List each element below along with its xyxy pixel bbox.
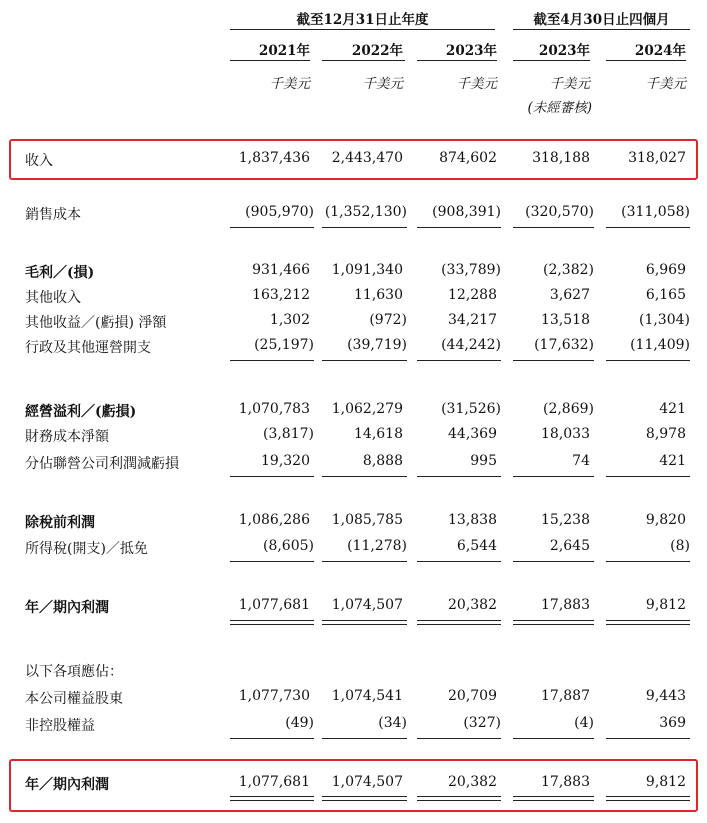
cell-profit-2023-4m: 17,883	[541, 597, 590, 613]
row-label-other-gains: 其他收益／(虧損) 淨額	[25, 315, 167, 331]
cell-op-2023-4m: (2,869)	[542, 401, 594, 417]
rule-admin-2021	[230, 360, 314, 361]
cell-profit2-2021: 1,077,681	[238, 774, 310, 790]
cell-nci-2022: (34)	[378, 715, 407, 731]
rule-tax-2024-4m	[606, 561, 690, 562]
cell-oi-2024-4m: 6,165	[645, 287, 686, 303]
cell-nci-2021: (49)	[285, 715, 314, 731]
rule-cost-2024-4m	[606, 227, 690, 228]
cell-gross-2022: 1,091,340	[331, 262, 403, 278]
rule-nci-2022	[322, 738, 407, 739]
cell-oi-2023-4m: 3,627	[549, 287, 590, 303]
cell-tax-2023: 6,544	[456, 538, 497, 554]
rule-nci-2024-4m	[606, 738, 690, 739]
cell-admin-2023: (44,242)	[441, 337, 501, 353]
row-label-gross: 毛利／(損)	[25, 265, 95, 281]
rule-assoc-2023-4m	[513, 476, 594, 477]
row-label-pretax: 除稅前利潤	[25, 515, 95, 531]
cell-gross-2023: (33,789)	[441, 262, 501, 278]
year-2023: 2023年	[445, 43, 497, 59]
cell-fin-2023: 44,369	[448, 426, 497, 442]
header-rule-full-year	[230, 29, 495, 30]
year-2021: 2021年	[258, 43, 310, 59]
row-label-tax: 所得稅(開支)／抵免	[25, 541, 148, 557]
year-rule-2022	[322, 60, 405, 61]
cell-og-2022: (972)	[369, 312, 407, 328]
cell-assoc-2024-4m: 421	[659, 453, 686, 469]
year-rule-2023	[417, 60, 497, 61]
cell-fin-2023-4m: 18,033	[541, 426, 590, 442]
cell-owners-2024-4m: 9,443	[645, 688, 686, 704]
row-label-operating: 經營溢利／(虧損)	[25, 404, 137, 420]
header-group-four-months: 截至4月30日止四個月	[533, 12, 670, 28]
unit-2021: 千美元	[269, 76, 310, 92]
cell-pretax-2022: 1,085,785	[331, 512, 403, 528]
cell-profit2-2023: 20,382	[448, 774, 497, 790]
double-rule-profit2-2023	[417, 796, 501, 801]
cell-profit-2022: 1,074,507	[331, 597, 403, 613]
cell-owners-2023-4m: 17,887	[541, 688, 590, 704]
cell-op-2022: 1,062,279	[331, 401, 403, 417]
rule-tax-2021	[230, 561, 314, 562]
header-rule-four-months	[513, 29, 690, 30]
row-label-other-income: 其他收入	[25, 290, 81, 306]
cell-nci-2024-4m: 369	[659, 715, 686, 731]
cell-admin-2024-4m: (11,409)	[630, 337, 690, 353]
cell-og-2023-4m: 13,518	[541, 312, 590, 328]
double-rule-profit2-2022	[322, 796, 407, 801]
double-rule-profit-2022	[322, 620, 407, 625]
double-rule-profit2-2023-4m	[513, 796, 594, 801]
double-rule-profit2-2024-4m	[606, 796, 690, 801]
cell-cost-2023-4m: (320,570)	[525, 204, 594, 220]
row-label-nci: 非控股權益	[25, 718, 95, 734]
cell-fin-2021: (3,817)	[262, 426, 314, 442]
year-2023-4m: 2023年	[538, 43, 590, 59]
cell-oi-2021: 163,212	[252, 287, 310, 303]
cell-revenue-2024-4m: 318,027	[628, 150, 686, 166]
cell-profit-2024-4m: 9,812	[645, 597, 686, 613]
year-rule-2021	[230, 60, 310, 61]
cell-gross-2024-4m: 6,969	[645, 262, 686, 278]
rule-admin-2023-4m	[513, 360, 594, 361]
cell-pretax-2023-4m: 15,238	[541, 512, 590, 528]
unaudited-note: (未經審核)	[527, 100, 592, 116]
double-rule-profit-2023	[417, 620, 501, 625]
cell-op-2023: (31,526)	[441, 401, 501, 417]
cell-assoc-2022: 8,888	[362, 453, 403, 469]
cell-admin-2023-4m: (17,632)	[534, 337, 594, 353]
double-rule-profit-2024-4m	[606, 620, 690, 625]
cell-tax-2021: (8,605)	[262, 538, 314, 554]
cell-nci-2023: (327)	[463, 715, 501, 731]
cell-cost-2021: (905,970)	[245, 204, 314, 220]
cell-revenue-2023-4m: 318,188	[532, 150, 590, 166]
rule-cost-2022	[322, 227, 407, 228]
cell-admin-2021: (25,197)	[254, 337, 314, 353]
rule-nci-2021	[230, 738, 314, 739]
rule-assoc-2024-4m	[606, 476, 690, 477]
cell-op-2024-4m: 421	[659, 401, 686, 417]
rule-admin-2024-4m	[606, 360, 690, 361]
unit-2024-4m: 千美元	[645, 76, 686, 92]
cell-tax-2022: (11,278)	[347, 538, 407, 554]
rule-nci-2023-4m	[513, 738, 594, 739]
year-rule-2024-4m	[606, 60, 686, 61]
cell-profit-2021: 1,077,681	[238, 597, 310, 613]
cell-owners-2022: 1,074,541	[331, 688, 403, 704]
cell-owners-2023: 20,709	[448, 688, 497, 704]
cell-pretax-2024-4m: 9,820	[645, 512, 686, 528]
double-rule-profit-2021	[230, 620, 314, 625]
cell-admin-2022: (39,719)	[347, 337, 407, 353]
cell-cost-2022: (1,352,130)	[324, 204, 407, 220]
row-label-finance: 財務成本淨額	[25, 429, 109, 445]
cell-og-2024-4m: (1,304)	[638, 312, 690, 328]
cell-og-2021: 1,302	[269, 312, 310, 328]
rule-admin-2022	[322, 360, 407, 361]
cell-fin-2022: 14,618	[354, 426, 403, 442]
row-label-admin: 行政及其他運營開支	[25, 340, 151, 356]
rule-cost-2023	[417, 227, 501, 228]
row-label-associates: 分佔聯營公司利潤減虧損	[25, 456, 179, 472]
cell-pretax-2023: 13,838	[448, 512, 497, 528]
cell-tax-2024-4m: (8)	[670, 538, 690, 554]
cell-og-2023: 34,217	[448, 312, 497, 328]
cell-assoc-2023: 995	[470, 453, 497, 469]
rule-tax-2023	[417, 561, 501, 562]
cell-assoc-2021: 19,320	[261, 453, 310, 469]
cell-gross-2023-4m: (2,382)	[542, 262, 594, 278]
unit-2023: 千美元	[456, 76, 497, 92]
year-2022: 2022年	[351, 43, 403, 59]
header-group-full-year: 截至12月31日止年度	[296, 12, 429, 28]
cell-revenue-2023: 874,602	[439, 150, 497, 166]
rule-cost-2023-4m	[513, 227, 594, 228]
cell-pretax-2021: 1,086,286	[238, 512, 310, 528]
cell-nci-2023-4m: (4)	[574, 715, 594, 731]
rule-tax-2023-4m	[513, 561, 594, 562]
cell-revenue-2021: 1,837,436	[238, 150, 310, 166]
row-label-profit-total: 年／期內利潤	[25, 777, 109, 793]
cell-fin-2024-4m: 8,978	[645, 426, 686, 442]
rule-tax-2022	[322, 561, 407, 562]
unit-2023-4m: 千美元	[549, 76, 590, 92]
cell-profit2-2022: 1,074,507	[331, 774, 403, 790]
cell-assoc-2023-4m: 74	[572, 453, 590, 469]
rule-admin-2023	[417, 360, 501, 361]
cell-tax-2023-4m: 2,645	[549, 538, 590, 554]
row-label-attributable: 以下各項應佔：	[25, 664, 123, 680]
rule-cost-2021	[230, 227, 314, 228]
rule-assoc-2022	[322, 476, 407, 477]
cell-op-2021: 1,070,783	[238, 401, 310, 417]
rule-assoc-2023	[417, 476, 501, 477]
row-label-revenue: 收入	[25, 153, 53, 169]
row-label-profit: 年／期內利潤	[25, 600, 109, 616]
row-label-cost-of-sales: 銷售成本	[25, 207, 81, 223]
unit-2022: 千美元	[362, 76, 403, 92]
cell-cost-2024-4m: (311,058)	[621, 204, 690, 220]
cell-oi-2023: 12,288	[448, 287, 497, 303]
cell-profit2-2023-4m: 17,883	[541, 774, 590, 790]
year-rule-2023-4m	[513, 60, 590, 61]
cell-gross-2021: 931,466	[252, 262, 310, 278]
rule-nci-2023	[417, 738, 501, 739]
cell-oi-2022: 11,630	[354, 287, 403, 303]
rule-assoc-2021	[230, 476, 314, 477]
double-rule-profit2-2021	[230, 796, 314, 801]
cell-revenue-2022: 2,443,470	[331, 150, 403, 166]
row-label-owners: 本公司權益股東	[25, 691, 123, 707]
cell-profit2-2024-4m: 9,812	[645, 774, 686, 790]
cell-cost-2023: (908,391)	[432, 204, 501, 220]
year-2024-4m: 2024年	[634, 43, 686, 59]
cell-owners-2021: 1,077,730	[238, 688, 310, 704]
cell-profit-2023: 20,382	[448, 597, 497, 613]
double-rule-profit-2023-4m	[513, 620, 594, 625]
